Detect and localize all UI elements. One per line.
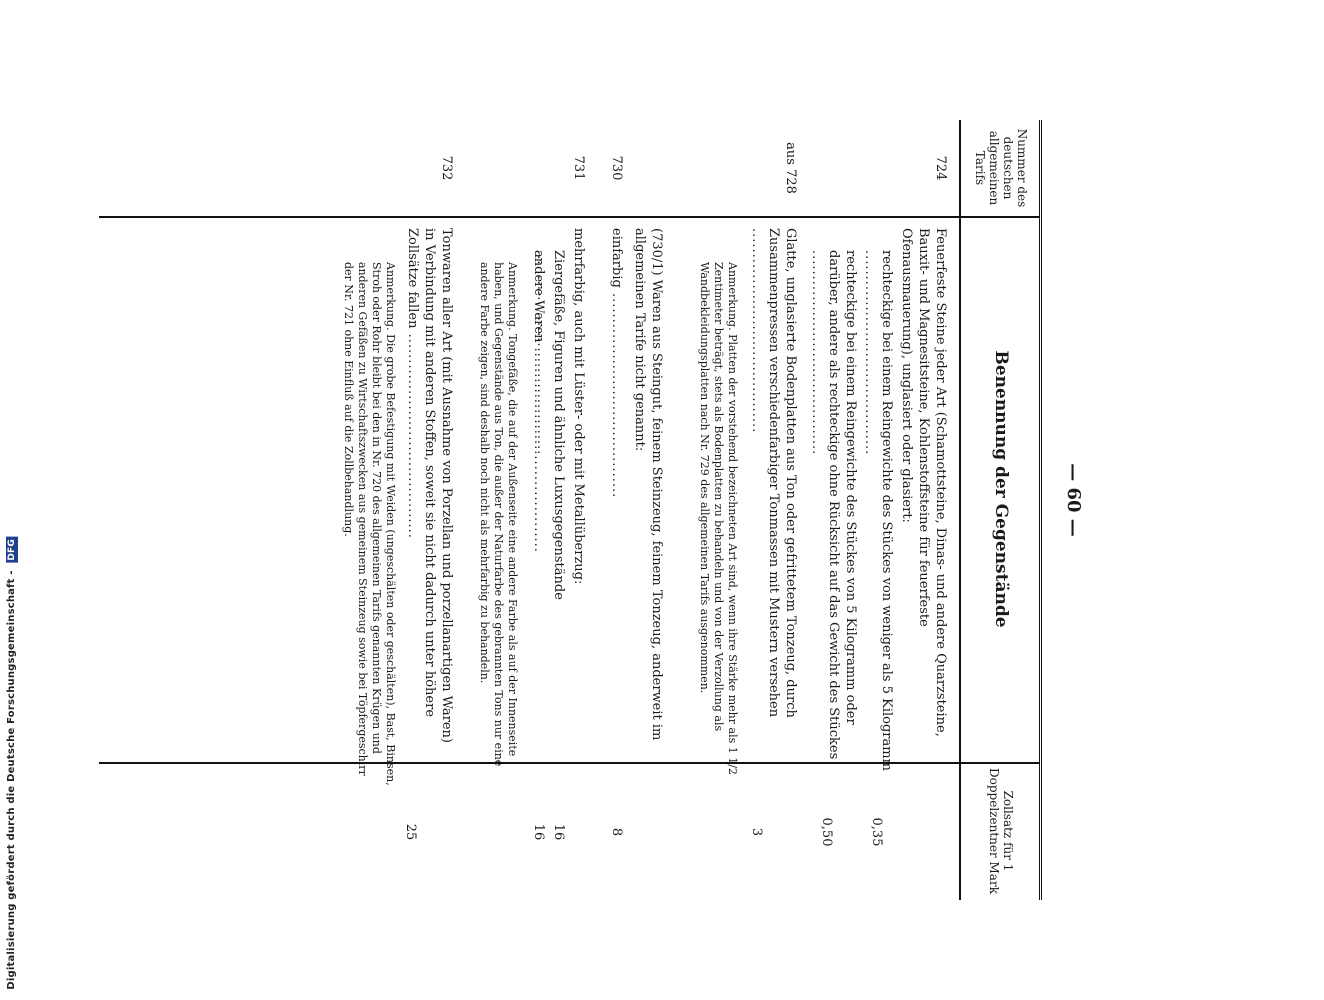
item-note: Anmerkung. Tongefäße, die auf der Außenseite eine andere Farbe als auf der Innenseite haben, und Gegenstände aus Ton, die außer der Naturfarbe des gebrannten Tons nur eine andere Farbe zeigen, sind deshalb noch nicht als mehrfarbig zu behandeln. [478, 262, 519, 767]
tariff-number: aus 728 [783, 142, 798, 194]
column-divider [99, 216, 961, 218]
item-description: einfarbig ..... [608, 228, 625, 756]
page-number: — 60 — [1063, 463, 1084, 537]
header-number: Nummer des deutschen allgemeinen Tarifs [959, 120, 1039, 218]
rotated-page [92, 70, 1092, 930]
header-rate: Zollsatz für 1 Doppelzentner Mark [959, 762, 1039, 900]
item-note: Anmerkung. Die grobe Befestigung mit Weiden (ungeschälten oder geschälten), Bast, Binsen, Stroh oder Rohr bleibt bei den in Nr. 720 des allgemeinen Tarifs genannten Krügen und anderen Gefäßen zu Wirtschaftszwecken aus gemeinem Steinzeug sowie bei Töpfergeschirr der Nr. 721 ohne Einfluß auf die Zollbehandlung. [342, 262, 397, 786]
dfg-logo: DFG [7, 539, 17, 561]
item-description: (730/1) Waren aus Steingut, feinem Steinzeug, feinem Tonzeug, anderweit im allgemeinen Tarife nicht genannt: [632, 228, 664, 741]
tariff-number: 730 [609, 155, 624, 181]
duty-rate: 0,35 [869, 817, 884, 847]
item-description: Tonwaren aller Art (mit Ausnahme von Porzellan und porzellanartigen Waren) in Verbindung mit anderen Stoffen, soweit sie nicht dadurch unter höhere Zollsätze fallen ..... [404, 228, 455, 756]
digitization-credit [6, 537, 18, 990]
tariff-number: 731 [571, 155, 586, 181]
item-description: mehrfarbig, auch mit Lüster- oder mit Metallüberzug: [571, 228, 586, 585]
header-description: Benennung der Gegenstände [959, 216, 1039, 764]
duty-rate: 16 [551, 823, 566, 841]
tariff-number: 732 [439, 155, 454, 181]
duty-rate: 8 [609, 827, 624, 837]
item-sub-description: Ziergefäße, Figuren und ähnliche Luxusgegenstände ..... [533, 228, 567, 778]
duty-rate: 16 [531, 823, 546, 841]
tariff-number: 724 [933, 155, 948, 181]
item-sub-description: andere Waren ..... [530, 228, 547, 778]
credit-text: Digitalisierung gefördert durch die Deutsche Forschungsgemeinschaft - [6, 570, 17, 990]
duty-rate: 0,50 [819, 817, 834, 847]
duty-rate: 25 [403, 823, 418, 841]
item-sub-description: rechteckige bei einem Reingewichte des Stückes von 5 Kilogramm oder darüber, andere als rechteckige ohne Rücksicht auf das Gewicht des Stückes ..... [808, 228, 859, 778]
item-sub-description: rechteckige bei einem Reingewichte des Stückes von weniger als 5 Kilogramm ..... [861, 228, 895, 778]
item-description: Glatte, unglasierte Bodenplatten aus Ton oder gefrittetem Tonzeug, durch Zusammenpressen verschiedenfarbiger Tonmassen mit Mustern versehen ..... [748, 228, 799, 756]
item-description: Feuerfeste Steine jeder Art (Schamottsteine, Dinas- und andere Quarzsteine, Bauxit- und Magnesitsteine, Kohlenstoffsteine für feuerfeste Ofenausmauerung), unglasiert oder glasiert: [899, 228, 948, 737]
tariff-table [99, 120, 1042, 900]
duty-rate: 3 [749, 827, 764, 837]
item-note: Anmerkung. Platten der vorstehend bezeichneten Art sind, wenn ihre Stärke mehr als 1 1/2 Zentimeter beträgt, stets als Bodenplatten zu behandeln und von der Verzollung als Wandbekleidungsplatten nach Nr. 729 des allgemeinen Tarifs ausgenommen. [698, 262, 739, 775]
